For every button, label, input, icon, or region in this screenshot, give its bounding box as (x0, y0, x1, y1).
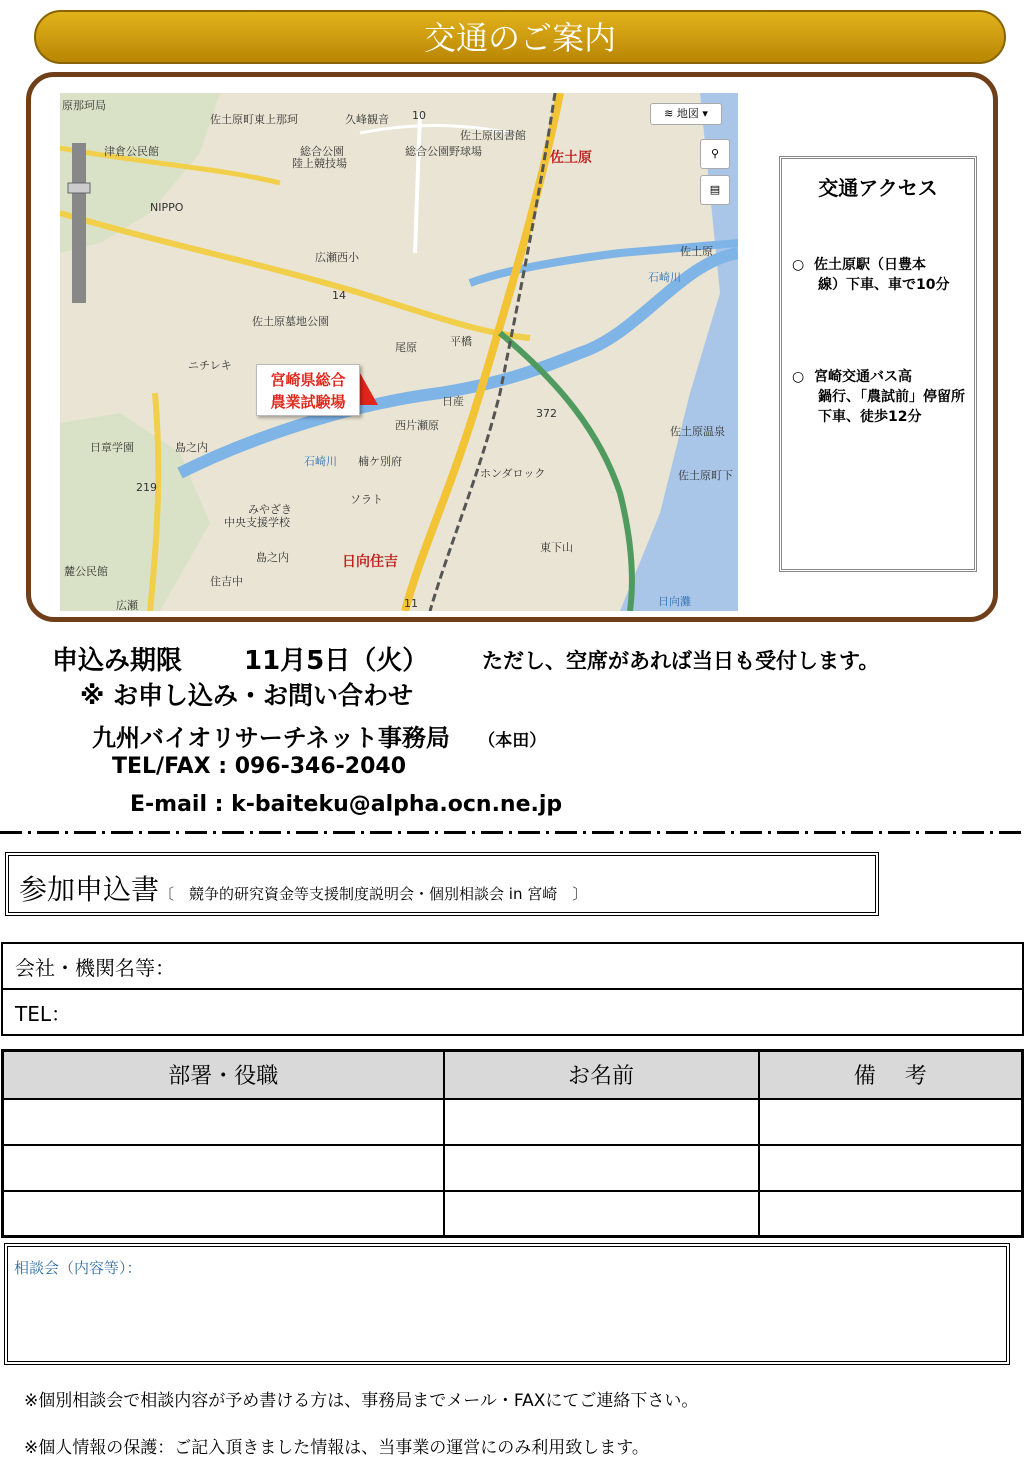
ruler-icon: ▤ (709, 183, 721, 196)
map-label: 石崎川 (304, 455, 337, 468)
map-label: 石崎川 (648, 271, 681, 284)
map-label: 楠ケ別府 (358, 455, 402, 468)
table-row (3, 1145, 1023, 1191)
map-label: 日産 (442, 395, 464, 408)
map-label: 総合公園 (300, 145, 344, 158)
table-cell[interactable] (3, 1191, 444, 1237)
map-label: 平橋 (450, 335, 472, 348)
map-label: 中央支援学校 (224, 516, 290, 529)
map-label: ソラト (350, 493, 383, 506)
map-type-button[interactable] (650, 103, 722, 125)
column-header: 部署・役職 (3, 1051, 444, 1099)
contact-heading: ※ お申し込み・お問い合わせ (80, 681, 414, 710)
street-view-button[interactable] (700, 139, 730, 169)
table-cell[interactable] (759, 1191, 1023, 1237)
map-label: 広瀬 (116, 599, 138, 611)
company-field[interactable] (2, 943, 1023, 989)
access-item-head: 宮崎交通バス高 (814, 369, 912, 385)
map-label: ニチレキ (188, 359, 232, 372)
map-label: 佐土原温泉 (670, 425, 725, 438)
destination-callout (256, 364, 360, 416)
map-label: 津倉公民館 (104, 145, 159, 158)
cut-line (0, 831, 1024, 834)
callout-line1: 宮崎県総合 (270, 371, 346, 389)
map-label: 佐土原町下 (678, 469, 733, 482)
zoom-slider-handle[interactable] (68, 183, 90, 193)
deadline-date: 11月5日（火） (244, 646, 429, 676)
map-label: 東下山 (540, 541, 573, 554)
access-title: 交通アクセス (818, 176, 938, 200)
measure-button[interactable] (700, 175, 730, 205)
zoom-slider-track[interactable] (72, 143, 86, 303)
route-number: 219 (136, 481, 157, 494)
form-title-box (5, 852, 879, 916)
column-header: 備 考 (759, 1051, 1023, 1099)
tel-field[interactable] (2, 989, 1023, 1035)
access-item-rest: 線）下車、車で10分 (818, 277, 950, 293)
access-item-bus (792, 367, 970, 427)
column-header: お名前 (444, 1051, 759, 1099)
map-label: 島之内 (256, 551, 289, 564)
table-cell[interactable] (444, 1191, 759, 1237)
circle-bullet: ○ (792, 257, 805, 273)
map-label: 西片瀬原 (395, 419, 439, 432)
map-label: 総合公園野球場 (405, 145, 482, 158)
table-cell[interactable] (444, 1099, 759, 1145)
circle-bullet: ○ (792, 369, 805, 385)
map-label: みやざき (248, 503, 292, 516)
map-label: 島之内 (175, 441, 208, 454)
office-person: （本田） (478, 731, 547, 751)
local-road (415, 113, 420, 253)
map-label: 陸上競技場 (292, 157, 347, 170)
table-row (3, 1099, 1023, 1145)
chevron-down-icon: ▾ (702, 107, 708, 120)
deadline-label: 申込み期限 (52, 646, 183, 676)
map-label: 原那珂局 (62, 99, 106, 112)
participant-table (1, 1049, 1024, 1238)
station-label: 佐土原 (550, 150, 592, 166)
map-type-label: 地図 (676, 107, 699, 120)
map-label: 広瀬西小 (315, 251, 359, 264)
tel-label: TEL： (15, 1001, 71, 1026)
contact-email[interactable]: E-mail : k-baiteku@alpha.ocn.ne.jp (130, 792, 563, 817)
form-subtitle: 〔 競争的研究資金等支援制度説明会・個別相談会 in 宮崎 〕 (159, 885, 588, 903)
map-label: 尾原 (395, 341, 417, 354)
route-number: 10 (412, 109, 426, 122)
consultation-field[interactable] (4, 1243, 1010, 1365)
map-label: 住吉中 (210, 575, 243, 588)
layers-icon: ≋ (664, 107, 674, 120)
contact-office (92, 718, 546, 753)
route-number: 14 (332, 289, 346, 302)
form-title (19, 868, 587, 908)
table-cell[interactable] (3, 1099, 444, 1145)
access-item-head: 佐土原駅（日豊本 (814, 257, 926, 273)
ishizaki-river (180, 253, 738, 473)
table-row (3, 1191, 1023, 1237)
page-banner: 交通のご案内 (34, 10, 1006, 64)
form-title-text: 参加申込書 (19, 873, 160, 906)
callout-line2: 農業試験場 (270, 393, 346, 411)
pegman-icon: ⚲ (710, 147, 720, 160)
map-label: 久峰観音 (345, 113, 389, 126)
access-item-train (792, 255, 970, 295)
sea-area (620, 93, 738, 611)
map-label: 日章学園 (90, 441, 134, 454)
map-label: 佐土原図書館 (460, 129, 526, 142)
deadline-note: ただし、空席があれば当日も受付します。 (482, 649, 880, 673)
footnote-privacy: ※個人情報の保護：ご記入頂きました情報は、当事業の運営にのみ利用致します。 (24, 1438, 649, 1458)
table-cell[interactable] (444, 1145, 759, 1191)
map-label: ホンダロック (480, 467, 546, 480)
route-number: 11 (404, 597, 418, 610)
station-label: 日向住吉 (342, 554, 398, 570)
table-cell[interactable] (759, 1099, 1023, 1145)
table-cell[interactable] (759, 1145, 1023, 1191)
footnote-consultation: ※個別相談会で相談内容が予め書ける方は、事務局までメール・FAXにてご連絡下さい。 (24, 1391, 699, 1411)
applicant-info-table (1, 942, 1024, 1036)
map-label: 麓公民館 (64, 565, 108, 578)
map-label: NIPPO (150, 201, 184, 214)
company-label: 会社・機関名等： (15, 955, 175, 980)
map-label: 佐土原 (680, 245, 713, 258)
contact-tel: TEL/FAX : 096-346-2040 (112, 754, 407, 779)
access-item-rest: 鍋行、「農試前」停留所下車、徒歩12分 (818, 389, 965, 425)
access-info-box (779, 156, 977, 572)
map-label: 佐土原墓地公園 (252, 315, 329, 328)
table-cell[interactable] (3, 1145, 444, 1191)
office-name: 九州バイオリサーチネット事務局 (92, 724, 450, 752)
map-label: 日向灘 (658, 595, 691, 608)
route-10-road (405, 93, 560, 611)
access-map[interactable] (60, 93, 738, 611)
map-label: 佐土原町東上那珂 (210, 113, 298, 126)
consultation-label: 相談会（内容等）： (14, 1259, 142, 1277)
route-number: 372 (536, 407, 557, 420)
